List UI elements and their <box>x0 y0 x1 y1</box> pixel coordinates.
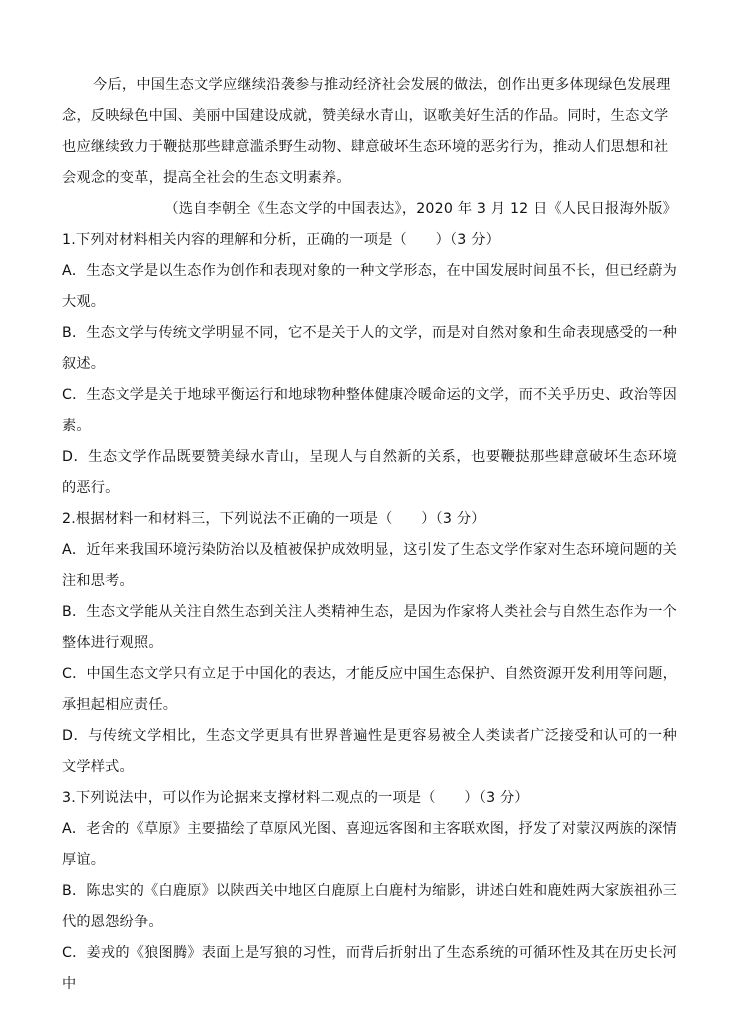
option-d <box>62 721 677 783</box>
option-c <box>62 938 677 1000</box>
option-text: 近年来我国环境污染防治以及植被保护成效明显，这引发了生态文学作家对生态环境问题的关注和思考。 <box>62 542 678 589</box>
passage-paragraph: 今后，中国生态文学应继续沿袭参与推动经济社会发展的做法，创作出更多体现绿色发展理念，反映绿色中国、美丽中国建设成就，赞美绿水青山，讴歌美好生活的作品。同时，生态文学也应继续致力于鞭挞那些肆意滥杀野生动物、肆意破坏生态环境的恶劣行为，推动人们思想和社会观念的变革，提高全社会的生态文明素养。 <box>62 77 671 186</box>
option-b <box>62 318 677 380</box>
option-text: 中国生态文学只有立足于中国化的表达，才能反应中国生态保护、自然资源开发利用等问题，承担起相应责任。 <box>62 666 678 713</box>
option-label: C． <box>62 387 87 403</box>
option-a <box>62 814 677 876</box>
option-text: 陈忠实的《白鹿原》以陕西关中地区白鹿原上白鹿村为缩影，讲述白姓和鹿姓两大家族祖孙三代的恩怨纷争。 <box>62 883 677 930</box>
question-stem: 2.根据材料一和材料三，下列说法不正确的一项是（ ）（3 分） <box>62 511 486 527</box>
option-text: 与传统文学相比，生态文学更具有世界普遍性是更容易被全人类读者广泛接受和认可的一种文学样式。 <box>62 728 677 775</box>
option-text: 生态文学是关于地球平衡运行和地球物种整体健康冷暖命运的文学，而不关乎历史、政治等因素。 <box>62 387 678 434</box>
document-page <box>62 70 677 1000</box>
option-text: 老舍的《草原》主要描绘了草原风光图、喜迎远客图和主客联欢图，抒发了对蒙汉两族的深情厚谊。 <box>62 821 678 868</box>
option-label: D． <box>62 449 89 465</box>
option-text: 生态文学作品既要赞美绿水青山，呈现人与自然新的关系，也要鞭挞那些肆意破坏生态环境的恶行。 <box>62 449 677 496</box>
option-text: 生态文学与传统文学明显不同，它不是关于人的文学，而是对自然对象和生命表现感受的一种叙述。 <box>62 325 677 372</box>
option-label: A． <box>62 821 87 837</box>
passage-source: （选自李朝全《生态文学的中国表达》，2020 年 3 月 12 日《人民日报海外版》 <box>164 201 677 217</box>
question-1 <box>62 225 677 504</box>
option-text: 生态文学能从关注自然生态到关注人类精神生态，是因为作家将人类社会与自然生态作为一个整体进行观照。 <box>62 604 677 651</box>
option-label: A． <box>62 542 87 558</box>
option-label: D． <box>62 728 89 744</box>
option-label: B． <box>62 325 87 341</box>
question-3 <box>62 783 677 1000</box>
option-text: 姜戎的《狼图腾》表面上是写狼的习性，而背后折射出了生态系统的可循环性及其在历史长河中 <box>62 945 678 992</box>
question-stem: 3.下列说法中，可以作为论据来支撑材料二观点的一项是（ ）（3 分） <box>62 790 529 806</box>
option-label: A． <box>62 263 87 279</box>
question-2 <box>62 504 677 783</box>
option-a <box>62 256 677 318</box>
option-label: C． <box>62 945 87 961</box>
option-b <box>62 597 677 659</box>
option-c <box>62 659 677 721</box>
option-label: B． <box>62 883 87 899</box>
option-b <box>62 876 677 938</box>
option-label: C． <box>62 666 87 682</box>
option-text: 生态文学是以生态作为创作和表现对象的一种文学形态，在中国发展时间虽不长，但已经蔚为大观。 <box>62 263 678 310</box>
option-label: B． <box>62 604 87 620</box>
question-stem: 1.下列对材料相关内容的理解和分析，正确的一项是（ ）（3 分） <box>62 232 501 248</box>
option-c <box>62 380 677 442</box>
option-d <box>62 442 677 504</box>
option-a <box>62 535 677 597</box>
